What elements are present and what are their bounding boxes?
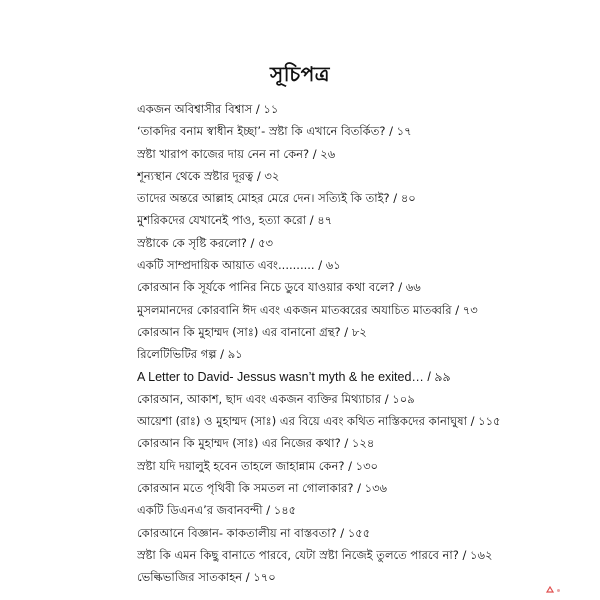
toc-entry: স্রষ্টা খারাপ কাজের দায় নেন না কেন? / ২৬	[137, 146, 336, 161]
toc-entry: A Letter to David- Jessus wasn’t myth & he exited… / ৯৯	[137, 369, 451, 384]
toc-entry: তাদের অন্তরে আল্লাহ মোহর মেরে দেন। সত্যিই কি তাই? / ৪০	[137, 191, 416, 206]
toc-entry: ভেল্কিভাজির সাতকাহন / ১৭০	[137, 570, 276, 585]
toc-entry: কোরআন কি সূর্যকে পানির নিচে ডুবে যাওয়ার কথা বলে? / ৬৬	[137, 280, 421, 295]
toc-entry: একজন অবিশ্বাসীর বিশ্বাস / ১১	[137, 102, 279, 116]
toc-entry: কোরআন কি মুহাম্মদ (সাঃ) এর বানানো গ্রন্থ? / ৮২	[137, 324, 367, 339]
toc-entry: রিলেটিভিটির গল্প / ৯১	[137, 347, 243, 362]
toc-entry: একটি সাম্প্রদায়িক আয়াত এবং.......... / ৬১	[137, 258, 341, 273]
toc-entry: কোরআন মতে পৃথিবী কি সমতল না গোলাকার? / ১৩৬	[137, 481, 388, 496]
toc-entry: ‘তাকদির বনাম স্বাধীন ইচ্ছা’- স্রষ্টা কি এখানে বিতর্কিত? / ১৭	[137, 124, 412, 139]
toc-entry: একটি ডিএনএ’র জবানবন্দী / ১৪৫	[137, 503, 297, 518]
corner-logo-icon	[546, 586, 554, 593]
toc-entry: কোরআনে বিজ্ঞান- কাকতালীয় না বাস্তবতা? / ১৫৫	[137, 525, 371, 540]
page-title: সূচিপত্র	[270, 62, 330, 86]
toc-entry: স্রষ্টা কি এমন কিছু বানাতে পারবে, যেটা স্রষ্টা নিজেই তুলতে পারবে না? / ১৬২	[137, 547, 493, 562]
toc-list	[137, 98, 587, 589]
toc-entry: শূন্যস্থান থেকে স্রষ্টার দূরত্ব / ৩২	[137, 168, 280, 183]
toc-entry: স্রষ্টাকে কে সৃষ্টি করলো? / ৫৩	[137, 235, 274, 250]
toc-entry: মুসলমানদের কোরবানি ঈদ এবং একজন মাতব্বরের অযাচিত মাতব্বরি / ৭৩	[137, 302, 478, 317]
toc-entry: কোরআন, আকাশ, ছাদ এবং একজন ব্যক্তির মিথ্যাচার / ১০৯	[137, 391, 415, 406]
toc-entry: আয়েশা (রাঃ) ও মুহাম্মদ (সাঃ) এর বিয়ে এবং কথিত নাস্তিকদের কানাঘুষা / ১১৫	[137, 414, 501, 429]
toc-entry: স্রষ্টা যদি দয়ালুই হবেন তাহলে জাহান্নাম কেন? / ১৩০	[137, 458, 379, 473]
corner-dot-icon	[557, 589, 560, 592]
corner-logo-shape	[547, 587, 553, 592]
toc-entry: মুশরিকদের যেখানেই পাও, হত্যা করো / ৪৭	[137, 213, 333, 228]
toc-entry: কোরআন কি মুহাম্মদ (সাঃ) এর নিজের কথা? / ১২৪	[137, 436, 375, 451]
